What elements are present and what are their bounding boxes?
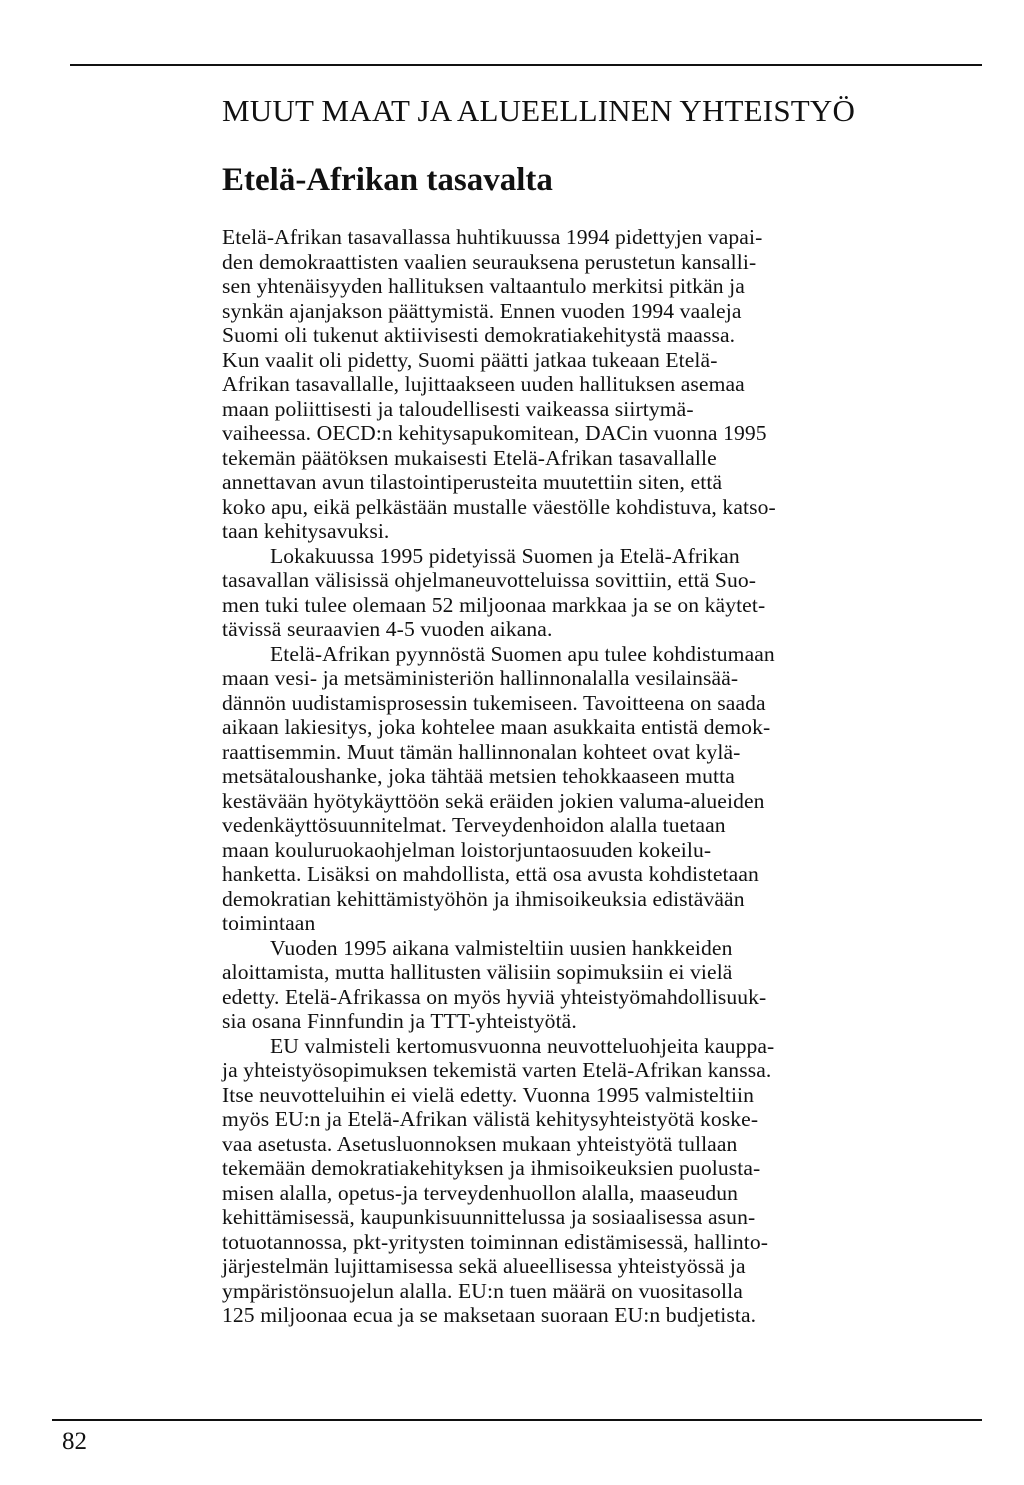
paragraph-3-line: maan kouluruokaohjelman loistorjuntaosuuden kokeilu-	[222, 837, 712, 862]
paragraph-2-line: Lokakuussa 1995 pidetyissä Suomen ja Etelä-Afrikan	[270, 543, 740, 568]
paragraph-1-line: annettavan avun tilastointiperusteita muutettiin siten, että	[222, 470, 723, 494]
paragraph-5-line: järjestelmän lujittamisessa sekä alueellisessa yhteistyössä ja	[222, 1254, 746, 1278]
paragraph-5-line: misen alalla, opetus-ja terveydenhuollon alalla, maaseudun	[222, 1180, 739, 1205]
paragraph-3-line: raattisemmin. Muut tämän hallinnonalan kohteet ovat kylä-	[222, 739, 741, 764]
body-text	[222, 225, 927, 1328]
paragraph-2-line: tävissä seuraavien 4-5 vuoden aikana.	[222, 617, 553, 641]
header-rule	[70, 64, 982, 66]
paragraph-5-line: totuotannossa, pkt-yritysten toiminnan edistämisessä, hallinto-	[222, 1229, 769, 1254]
paragraph-3-line: dännön uudistamisprosessin tukemiseen. Tavoitteena on saada	[222, 690, 766, 715]
paragraph-1-line: Afrikan tasavallalle, lujittaakseen uuden hallituksen asemaa	[222, 372, 745, 396]
paragraph-3-line: Etelä-Afrikan pyynnöstä Suomen apu tulee kohdistumaan	[270, 641, 775, 666]
paragraph-1-line: taan kehitysavuksi.	[222, 519, 390, 543]
paragraph-3-line: vedenkäyttösuunnitelmat. Terveydenhoidon alalla tuetaan	[222, 813, 726, 837]
paragraph-3-line: metsätaloushanke, joka tähtää metsien tehokkaaseen mutta	[222, 764, 735, 788]
paragraph-3-line: hanketta. Lisäksi on mahdollista, että osa avusta kohdistetaan	[222, 862, 759, 886]
paragraph-3-line: demokratian kehittämistyöhön ja ihmisoikeuksia edistävään	[222, 886, 745, 911]
article-heading: Etelä-Afrikan tasavalta	[222, 162, 553, 198]
paragraph-5-line: 125 miljoonaa ecua ja se maksetaan suoraan EU:n budjetista.	[222, 1303, 757, 1327]
paragraph-3-line: kestävään hyötykäyttöön sekä eräiden jokien valuma-alueiden	[222, 788, 765, 813]
page-number: 82	[62, 1428, 87, 1455]
paragraph-5-line: ja yhteistyösopimuksen tekemistä varten Etelä-Afrikan kanssa.	[222, 1058, 772, 1082]
paragraph-1-line: vaiheessa. OECD:n kehitysapukomitean, DACin vuonna 1995	[222, 421, 767, 445]
paragraph-1-line: sen yhtenäisyyden hallituksen valtaantulo merkitsi pitkän ja	[222, 274, 745, 298]
paragraph-3-line: toimintaan	[222, 911, 316, 935]
paragraph-1-line: maan poliittisesti ja taloudellisesti vaikeassa siirtymä-	[222, 396, 694, 421]
paragraph-5-line: Itse neuvotteluihin ei vielä edetty. Vuonna 1995 valmisteltiin	[222, 1082, 755, 1107]
paragraph-5-line: myös EU:n ja Etelä-Afrikan välistä kehitysyhteistyötä koske-	[222, 1107, 759, 1131]
paragraph-1-line: Etelä-Afrikan tasavallassa huhtikuussa 1994 pidettyjen vapai-	[222, 225, 763, 249]
paragraph-2-line: tasavallan välisissä ohjelmaneuvotteluissa sovittiin, että Suo-	[222, 568, 757, 592]
footer-rule	[52, 1419, 982, 1421]
paragraph-5-line: EU valmisteli kertomusvuonna neuvotteluohjeita kauppa-	[270, 1033, 775, 1058]
paragraph-5-line: kehittämisessä, kaupunkisuunnittelussa ja sosiaalisessa asun-	[222, 1205, 756, 1229]
paragraph-3-line: maan vesi- ja metsäministeriön hallinnonalalla vesilainsää-	[222, 666, 739, 690]
paragraph-5-line: ympäristönsuojelun alalla. EU:n tuen määrä on vuositasolla	[222, 1278, 743, 1303]
paragraph-3-line: aikaan lakiesitys, joka kohtelee maan asukkaita entistä demok-	[222, 715, 771, 739]
paragraph-1-line: den demokraattisten vaalien seurauksena perustetun kansalli-	[222, 249, 757, 274]
paragraph-4-line: Vuoden 1995 aikana valmisteltiin uusien hankkeiden	[270, 935, 733, 960]
paragraph-4-line: aloittamista, mutta hallitusten välisiin sopimuksiin ei vielä	[222, 960, 733, 984]
paragraph-1-line: Suomi oli tukenut aktiivisesti demokratiakehitystä maassa.	[222, 323, 736, 347]
paragraph-1-line: Kun vaalit oli pidetty, Suomi päätti jatkaa tukeaan Etelä-	[222, 347, 718, 372]
paragraph-1-line: koko apu, eikä pelkästään mustalle väestölle kohdistuva, katso-	[222, 494, 776, 519]
paragraph-5-line: tekemään demokratiakehityksen ja ihmisoikeuksien puolusta-	[222, 1156, 761, 1180]
paragraph-1-line: tekemän päätöksen mukaisesti Etelä-Afrikan tasavallalle	[222, 445, 717, 470]
paragraph-4-line: edetty. Etelä-Afrikassa on myös hyviä yhteistyömahdollisuuk-	[222, 984, 767, 1009]
paragraph-1-line: synkän ajanjakson päättymistä. Ennen vuoden 1994 vaaleja	[222, 298, 742, 323]
section-title: MUUT MAAT JA ALUEELLINEN YHTEISTYÖ	[222, 93, 856, 128]
paragraph-5-line: vaa asetusta. Asetusluonnoksen mukaan yhteistyötä tullaan	[222, 1131, 738, 1156]
paragraph-4-line: sia osana Finnfundin ja TTT-yhteistyötä.	[222, 1009, 577, 1033]
paragraph-2-line: men tuki tulee olemaan 52 miljoonaa markkaa ja se on käytet-	[222, 592, 766, 617]
